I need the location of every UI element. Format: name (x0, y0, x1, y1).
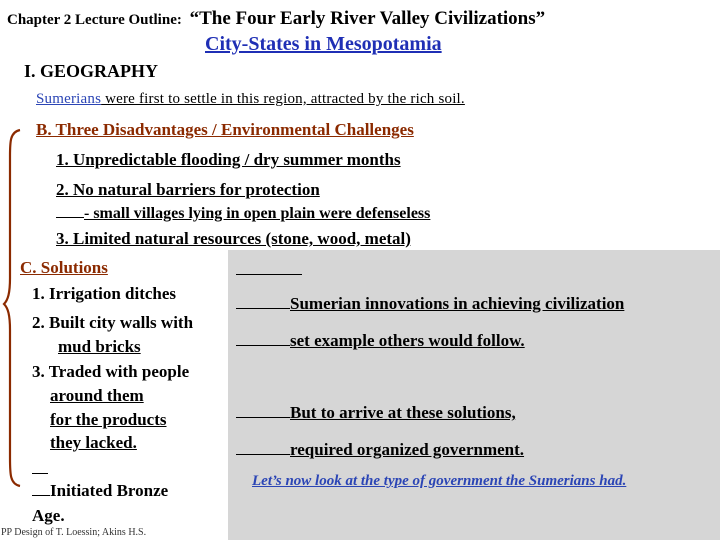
intro-text: were first to settle in this region, attracted by the rich soil. (101, 91, 465, 107)
panel-line-3: But to arrive at these solutions, (236, 403, 516, 423)
closing-note: Let’s now look at the type of government the Sumerians had. (252, 473, 627, 489)
panel-line-4: required organized government. (236, 440, 524, 460)
solution-item-1: 1. Irrigation ditches (32, 284, 177, 303)
chapter-heading (7, 8, 545, 30)
panel-line-1: Sumerian innovations in achieving civilization (236, 294, 624, 314)
left-brace-icon (2, 128, 22, 488)
solution-item-3-cont-1: around them (50, 386, 144, 405)
chapter-label: Chapter 2 Lecture Outline: (7, 12, 182, 28)
intro-highlight: Sumerians (36, 91, 102, 107)
page-subtitle: City-States in Mesopotamia (205, 33, 442, 55)
solution-item-3-cont-3: they lacked. (50, 433, 137, 452)
section-heading: I. GEOGRAPHY (24, 61, 159, 81)
blank-line (32, 457, 48, 474)
solution-item-2-cont: mud bricks (58, 337, 141, 356)
challenges-heading: B. Three Disadvantages / Environmental Challenges (36, 120, 414, 139)
solution-item-4-cont: Age. (32, 506, 65, 525)
blank-line (236, 258, 302, 275)
solution-item-3-cont-2: for the products (50, 410, 167, 429)
credit-text: PP Design of T. Loessin; Akins H.S. (1, 527, 147, 538)
challenge-item-3: 3. Limited natural resources (stone, wood, metal) (56, 229, 411, 248)
solutions-heading: C. Solutions (20, 258, 108, 277)
solution-item-2: 2. Built city walls with (32, 313, 194, 332)
intro-sentence (36, 91, 465, 108)
challenge-item-1: 1. Unpredictable flooding / dry summer months (56, 150, 401, 169)
challenge-item-2: 2. No natural barriers for protection (56, 180, 320, 199)
solution-item-3: 3. Traded with people (32, 362, 190, 381)
chapter-title: “The Four Early River Valley Civilizations” (189, 8, 546, 29)
challenge-subitem: - small villages lying in open plain were defenseless (56, 205, 430, 223)
solution-item-4: Initiated Bronze (32, 481, 168, 501)
panel-line-2: set example others would follow. (236, 331, 525, 351)
